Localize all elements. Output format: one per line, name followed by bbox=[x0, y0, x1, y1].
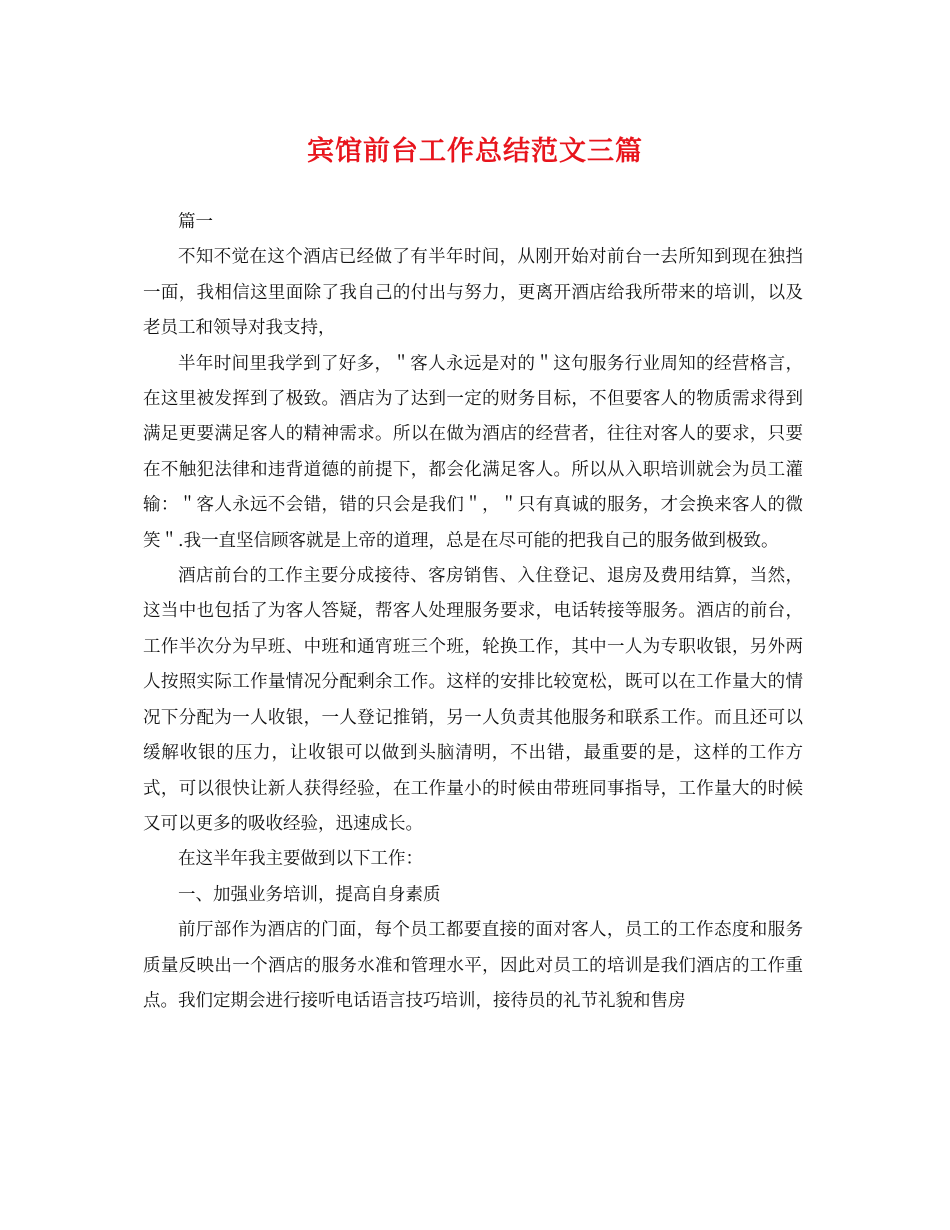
paragraph-front-desk-duties: 酒店前台的工作主要分成接待、客房销售、入住登记、退房及费用结算，当然，这当中也包括了为客人答疑，帮客人处理服务要求，电话转接等服务。酒店的前台，工作半次分为早班、中班和通宵班三个班，轮换工作，其中一人为专职收银，另外两人按照实际工作量情况分配剩余工作。这样的安排比较宽松，既可以在工作量大的情况下分配为一人收银，一人登记推销，另一人负责其他服务和联系工作。而且还可以缓解收银的压力，让收银可以做到头脑清明，不出错，最重要的是，这样的工作方式，可以很快让新人获得经验，在工作量小的时候由带班同事指导，工作量大的时候又可以更多的吸收经验，迅速成长。 bbox=[143, 566, 803, 834]
paragraph-intro: 不知不觉在这个酒店已经做了有半年时间，从刚开始对前台一去所知到现在独挡一面，我相信这里面除了我自己的付出与努力，更离开酒店给我所带来的培训，以及老员工和领导对我支持， bbox=[143, 247, 803, 339]
section-heading-part-one: 篇一 bbox=[178, 212, 213, 232]
paragraph-learning: 半年时间里我学到了好多，＂客人永远是对的＂这句服务行业周知的经营格言，在这里被发挥到了极致。酒店为了达到一定的财务目标，不但要客人的物质需求得到满足更要满足客人的精神需求。所以在做为酒店的经营者，往往对客人的要求，只要在不触犯法律和违背道德的前提下，都会化满足客人。所以从入职培训就会为员工灌输：＂客人永远不会错，错的只会是我们＂，＂只有真诚的服务，才会换来客人的微笑＂.我一直坚信顾客就是上帝的道理，总是在尽可能的把我自己的服务做到极致。 bbox=[143, 353, 803, 551]
document-body bbox=[143, 205, 803, 1019]
document-title: 宾馆前台工作总结范文三篇 bbox=[307, 136, 643, 167]
paragraph-work-summary-lead: 在这半年我主要做到以下工作： bbox=[178, 849, 423, 870]
subheading-training: 一、加强业务培训，提高自身素质 bbox=[178, 884, 441, 905]
paragraph-training: 前厅部作为酒店的门面，每个员工都要直接的面对客人，员工的工作态度和服务质量反映出一个酒店的服务水准和管理水平，因此对员工的培训是我们酒店的工作重点。我们定期会进行接听电话语言技巧培训，接待员的礼节礼貌和售房 bbox=[143, 920, 803, 1011]
